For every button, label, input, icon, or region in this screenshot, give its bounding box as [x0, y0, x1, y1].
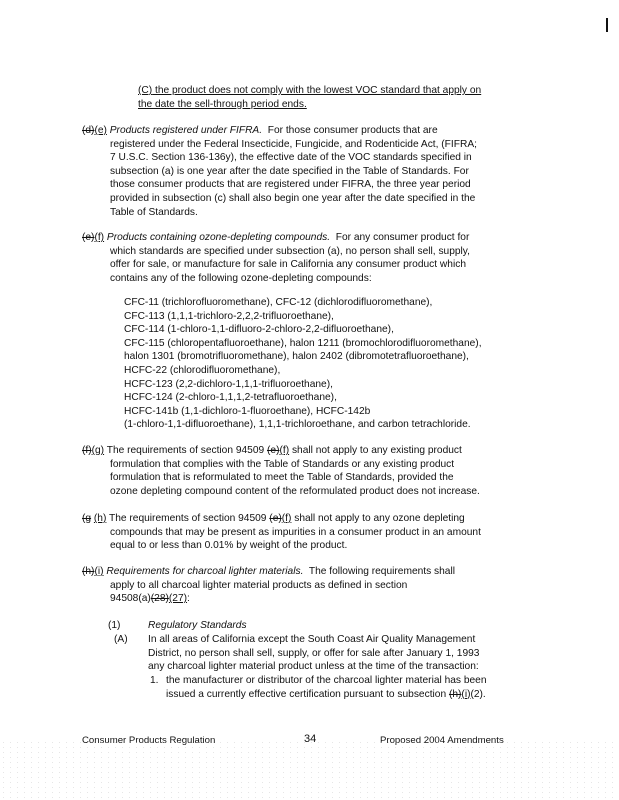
subsection-a-label: (A)	[114, 634, 128, 645]
margin-change-bar	[606, 18, 608, 32]
subsection-a-line: any charcoal lighter material product unless at the time of the transaction:	[148, 661, 479, 673]
paragraph-c-line1: the product does not comply with the lowest VOC standard that apply on	[155, 85, 482, 96]
paragraph-f-first-line: For any consumer product for	[335, 232, 470, 243]
paragraph-e	[82, 124, 552, 219]
footer-left: Consumer Products Regulation	[82, 735, 216, 746]
paragraph-g-line: ozone depleting compound content of the reformulated product does not increase.	[110, 485, 480, 497]
paragraph-g-line: formulation that is reformulated to meet the Table of Standards, provided the	[110, 472, 454, 484]
paragraph-h-line: equal to or less than 0.01% by weight of the product.	[110, 540, 348, 552]
footer-page-number: 34	[304, 733, 317, 745]
compound-line: CFC-114 (1-chloro-1,1-difluoro-2-chloro-2,2-difluoroethane),	[124, 324, 394, 336]
paragraph-i-line3-a: 94508(a)	[110, 593, 151, 605]
paragraph-e-line: registered under the Federal Insecticide, Fungicide, and Rodenticide Act, (FIFRA;	[110, 138, 477, 150]
compound-line: HCFC-123 (2,2-dichloro-1,1,1-trifluoroethane),	[124, 378, 333, 390]
paragraph-c-label: (C)	[138, 85, 153, 96]
subsection-a-line: District, no person shall sell, supply, or offer for sale after January 1, 1993	[148, 647, 480, 659]
paragraph-i-line3-new: (27)	[168, 593, 188, 605]
compound-line: CFC-115 (chloropentafluoroethane), halon 1211 (bromochlorodifluoromethane),	[124, 337, 482, 349]
paragraph-h-new-label: (h)	[93, 513, 107, 524]
paragraph-f	[82, 231, 552, 285]
paragraph-i-old-label: (h)	[82, 566, 95, 577]
paragraph-g-line: formulation that complies with the Table of Standards or any existing product	[110, 458, 455, 470]
paragraph-e-line: those consumer products that are registered under FIFRA, the three year period	[110, 179, 471, 191]
scan-noise	[0, 740, 619, 800]
paragraph-e-line: provided in subsection (c) shall also begin one year after the date specified in the	[110, 192, 476, 204]
paragraph-g	[82, 444, 552, 498]
paragraph-h-old-label: (g	[82, 513, 92, 524]
paragraph-e-new-label: (e)	[94, 125, 107, 136]
paragraph-g-first-b: shall not apply to any existing product	[291, 445, 462, 456]
subsection-1-title: Regulatory Standards	[148, 620, 247, 631]
paragraph-h-ref-new: (f)	[281, 513, 292, 524]
paragraph-g-new-label: (g)	[91, 445, 105, 456]
item-1-ref-old: (h)	[448, 688, 462, 700]
paragraph-f-line: contains any of the following ozone-depleting compounds:	[110, 272, 372, 284]
paragraph-e-first-line: For those consumer products that are	[267, 125, 438, 136]
paragraph-e-line: subsection (a) is one year after the date specified in the Table of Standards. For	[110, 165, 469, 177]
paragraph-i-line3-b: :	[187, 593, 190, 605]
subsection-1	[108, 619, 558, 633]
subsection-1-num: (1)	[108, 620, 121, 631]
paragraph-f-line: offer for sale, or manufacture for sale in California any consumer product which	[110, 259, 466, 271]
item-1-line2-b: (2).	[470, 688, 486, 700]
item-1-line1: the manufacturer or distributor of the charcoal lighter material has been	[166, 675, 487, 686]
paragraph-i-line3-old: (28)	[150, 593, 169, 605]
paragraph-e-line: Table of Standards.	[110, 206, 198, 218]
compound-line: (1-chloro-1,1-difluoroethane), 1,1,1-trichloroethane, and carbon tetrachloride.	[124, 419, 471, 431]
paragraph-i-new-label: (i)	[94, 566, 104, 577]
compound-line: HCFC-124 (2-chloro-1,1,1,2-tetrafluoroethane),	[124, 392, 337, 404]
paragraph-h-ref-old: (e)	[269, 513, 282, 524]
subsection-a-line: In all areas of California except the South Coast Air Quality Management	[148, 634, 476, 645]
compound-line: halon 1301 (bromotrifluoromethane), halon 2402 (dibromotetrafluoroethane),	[124, 351, 469, 363]
item-1	[150, 674, 580, 700]
paragraph-f-heading: Products containing ozone-depleting compounds.	[106, 232, 331, 243]
paragraph-e-heading: Products registered under FIFRA.	[109, 125, 263, 136]
compound-line: CFC-113 (1,1,1-trichloro-2,2,2-trifluoroethane),	[124, 310, 334, 322]
paragraph-c	[138, 84, 558, 111]
paragraph-i-heading: Requirements for charcoal lighter materials.	[106, 566, 304, 577]
compound-line: HCFC-141b (1,1-dichloro-1-fluoroethane), HCFC-142b	[124, 405, 371, 417]
item-1-ref-new: (i)	[461, 688, 471, 700]
paragraph-c-line2: the date the sell-through period ends.	[138, 98, 307, 110]
footer-right: Proposed 2004 Amendments	[380, 735, 504, 746]
paragraph-g-ref-old: (e)	[267, 445, 280, 456]
subsection-a	[114, 633, 574, 673]
paragraph-g-old-label: (f)	[82, 445, 92, 456]
paragraph-f-line: which standards are specified under subsection (a), no person shall sell, supply,	[110, 245, 470, 257]
paragraph-g-ref-new: (f)	[279, 445, 290, 456]
item-1-line2-a: issued a currently effective certification pursuant to subsection	[166, 688, 447, 700]
paragraph-f-old-label: (e)	[82, 232, 95, 243]
paragraph-i-first-line: The following requirements shall	[308, 566, 455, 577]
compound-line: CFC-11 (trichlorofluoromethane), CFC-12 (dichlorodifluoromethane),	[124, 297, 433, 308]
paragraph-e-line: 7 U.S.C. Section 136-136y), the effective date of the VOC standards specified in	[110, 152, 472, 164]
compound-list	[124, 296, 574, 432]
paragraph-f-new-label: (f)	[94, 232, 105, 243]
paragraph-h	[82, 512, 552, 553]
paragraph-i-line2: apply to all charcoal lighter material products as defined in section	[110, 579, 408, 591]
item-1-num: 1.	[150, 675, 159, 686]
paragraph-g-first-a: The requirements of section 94509	[106, 445, 265, 456]
paragraph-i	[82, 565, 552, 606]
paragraph-h-line: compounds that may be present as impurities in a consumer product in an amount	[110, 526, 481, 538]
paragraph-e-old-label: (d)	[82, 125, 95, 136]
compound-line: HCFC-22 (chlorodifluoromethane),	[124, 364, 281, 376]
paragraph-h-first-a: The requirements of section 94509	[109, 513, 267, 524]
paragraph-h-first-b: shall not apply to any ozone depleting	[294, 513, 465, 524]
